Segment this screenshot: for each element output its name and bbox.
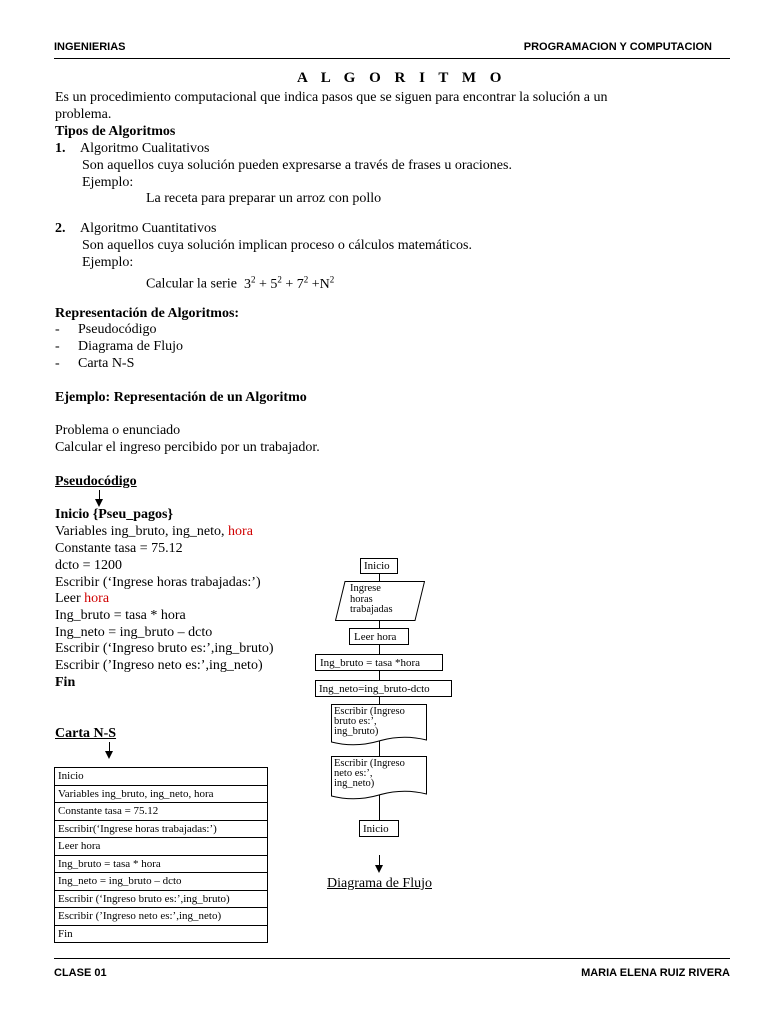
ns-row: Escribir(‘Ingrese horas trabajadas:’) bbox=[55, 821, 267, 839]
ns-row: Escribir (’Ingreso neto es:’,ing_neto) bbox=[55, 908, 267, 926]
flow-output-line: Escribir (Ingreso bbox=[334, 706, 405, 717]
arrow-down-icon bbox=[375, 865, 383, 873]
series-base: 5 bbox=[270, 276, 278, 292]
flow-input-line: trabajadas bbox=[350, 604, 393, 615]
type-1-title: Algoritmo Cualitativos bbox=[80, 141, 210, 156]
pseudo-escribir-3: Escribir (’Ingreso neto es:’,ing_neto) bbox=[55, 658, 263, 673]
page-title: A L G O R I T M O bbox=[297, 70, 507, 86]
ns-row: Variables ing_bruto, ing_neto, hora bbox=[55, 786, 267, 804]
series-operator: + bbox=[281, 276, 297, 292]
header-left: INGENIERIAS bbox=[54, 41, 126, 53]
item-number-1: 1. bbox=[55, 141, 66, 156]
problem-heading: Problema o enunciado bbox=[55, 423, 181, 438]
section-tipos: Tipos de Algoritmos bbox=[55, 124, 176, 139]
footer-right: MARIA ELENA RUIZ RIVERA bbox=[581, 967, 730, 979]
flow-input-line: horas bbox=[350, 593, 373, 605]
item-number-2: 2. bbox=[55, 221, 66, 236]
type-1-example: La receta para preparar un arroz con pollo bbox=[146, 191, 382, 206]
intro-line-1: Es un procedimiento computacional que indica pasos que se siguen para encontrar la solución a un bbox=[55, 90, 608, 105]
pseudo-inicio: Inicio {Pseu_pagos} bbox=[55, 507, 173, 522]
rep-bullet-3: - bbox=[55, 356, 60, 371]
type-2-title: Algoritmo Cuantitativos bbox=[80, 221, 217, 236]
pseudo-escribir-2: Escribir (‘Ingreso bruto es:’,ing_bruto) bbox=[55, 641, 274, 656]
flow-calc-1: Ing_bruto = tasa *hora bbox=[315, 654, 443, 671]
series-base: 7 bbox=[296, 276, 304, 292]
pseudocode-title: Pseudocódigo bbox=[55, 474, 137, 489]
flow-calc-2: Ing_neto=ing_bruto-dcto bbox=[315, 680, 452, 697]
series-exponent: 2 bbox=[329, 274, 335, 284]
flow-caption: Diagrama de Flujo bbox=[327, 876, 432, 891]
ns-row: Escribir (‘Ingreso bruto es:’,ing_bruto) bbox=[55, 891, 267, 909]
flow-output-line: neto es:’, bbox=[334, 768, 373, 779]
section-ejemplo: Ejemplo: Representación de un Algoritmo bbox=[55, 390, 307, 405]
flow-input-text bbox=[350, 584, 393, 616]
problem-statement: Calcular el ingreso percibido por un trabajador. bbox=[55, 440, 320, 455]
type-1-desc: Son aquellos cuya solución pueden expresarse a través de frases u oraciones. bbox=[82, 158, 512, 173]
flow-output-2-text bbox=[334, 759, 405, 789]
pseudo-hora-var: hora bbox=[228, 524, 253, 539]
rep-item-carta: Carta N-S bbox=[78, 356, 135, 371]
header-right: PROGRAMACION Y COMPUTACION bbox=[523, 41, 712, 53]
flow-input-line: Ingrese bbox=[350, 583, 381, 594]
footer-rule bbox=[54, 958, 730, 959]
flow-leer: Leer hora bbox=[349, 628, 409, 645]
series-exponent: 2 bbox=[250, 274, 256, 284]
rep-bullet-1: - bbox=[55, 322, 60, 337]
ns-chart bbox=[54, 767, 268, 943]
ns-row: Ing_bruto = tasa * hora bbox=[55, 856, 267, 874]
flow-output-1-text bbox=[334, 707, 405, 737]
pseudo-variables bbox=[55, 523, 253, 540]
type-1-ejemplo: Ejemplo: bbox=[82, 175, 134, 190]
pseudo-dcto: dcto = 1200 bbox=[55, 558, 122, 573]
flow-fin: Inicio bbox=[359, 820, 399, 837]
flow-output-line: ing_neto) bbox=[334, 778, 375, 789]
series-prefix: Calcular la serie bbox=[146, 276, 237, 292]
ns-row: Fin bbox=[58, 927, 73, 940]
series-exponent: 2 bbox=[303, 274, 309, 284]
flow-inicio: Inicio bbox=[360, 558, 398, 574]
ns-row: Ing_neto = ing_bruto – dcto bbox=[55, 873, 267, 891]
ns-row: Leer hora bbox=[55, 838, 267, 856]
footer-left: CLASE 01 bbox=[54, 967, 107, 979]
series-base: 3 bbox=[243, 276, 251, 292]
series-formula bbox=[243, 274, 335, 292]
intro-line-2: problema. bbox=[55, 107, 112, 122]
pseudo-leer bbox=[55, 590, 109, 607]
series-operator: + bbox=[255, 276, 271, 292]
series-exponent: 2 bbox=[277, 274, 282, 284]
ns-row: Constante tasa = 75.12 bbox=[55, 803, 267, 821]
arrow-down-icon bbox=[105, 751, 113, 759]
type-2-example bbox=[146, 271, 334, 293]
pseudo-variables-text: Variables ing_bruto, ing_neto, bbox=[55, 524, 229, 539]
pseudo-constante: Constante tasa = 75.12 bbox=[55, 541, 183, 556]
type-2-ejemplo: Ejemplo: bbox=[82, 255, 134, 270]
header-rule bbox=[54, 58, 730, 59]
pseudo-escribir-1: Escribir (‘Ingrese horas trabajadas:’) bbox=[55, 575, 261, 590]
pseudo-fin: Fin bbox=[55, 675, 76, 690]
pseudo-leer-text: Leer bbox=[55, 591, 85, 606]
ns-row: Inicio bbox=[55, 768, 267, 786]
pseudo-calc-2: Ing_neto = ing_bruto – dcto bbox=[55, 625, 213, 640]
flow-output-line: ing_bruto) bbox=[334, 726, 379, 737]
type-2-desc: Son aquellos cuya solución implican proceso o cálculos matemáticos. bbox=[82, 238, 472, 253]
rep-bullet-2: - bbox=[55, 339, 60, 354]
flow-output-line: bruto es:’, bbox=[334, 716, 377, 727]
rep-item-pseudocodigo: Pseudocódigo bbox=[78, 322, 157, 337]
rep-item-diagrama: Diagrama de Flujo bbox=[78, 339, 183, 354]
section-representacion: Representación de Algoritmos: bbox=[55, 306, 240, 321]
flow-output-line: Escribir (Ingreso bbox=[334, 758, 405, 769]
pseudo-leer-hora: hora bbox=[84, 591, 110, 606]
series-base: N bbox=[319, 276, 330, 292]
series-operator: + bbox=[308, 276, 320, 292]
ns-title: Carta N-S bbox=[55, 726, 117, 741]
pseudo-calc-1: Ing_bruto = tasa * hora bbox=[55, 608, 186, 623]
